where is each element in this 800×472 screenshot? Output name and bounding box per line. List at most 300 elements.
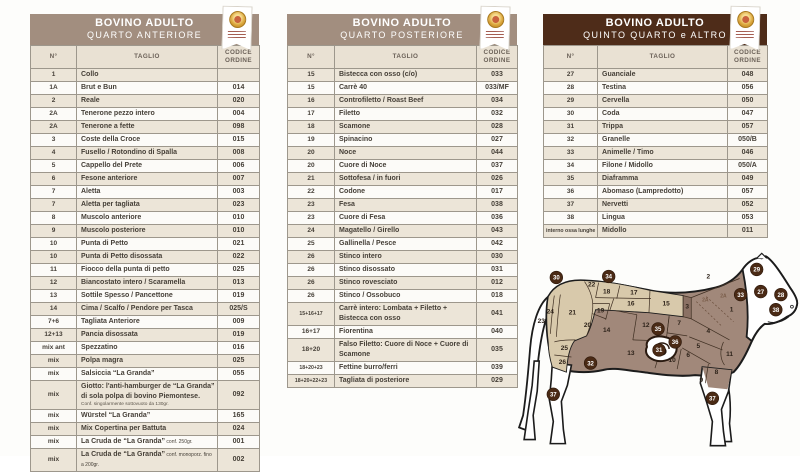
table-cell: 31 [544,121,598,134]
table-cell: 21 [288,173,335,186]
table-cell: 048 [728,69,768,82]
table-cell: 009 [218,316,260,329]
table-row [288,186,518,199]
table-row [288,95,518,108]
table-cell: 18+20+22+23 [288,375,335,388]
table-cell: Controfiletto / Roast Beef [335,95,477,108]
beef-cuts-diagram [508,252,800,454]
svg-text:27: 27 [757,289,765,296]
table-row [544,82,768,95]
table-cell: Spezzatino [77,342,218,355]
table-cell: 23 [288,212,335,225]
table-cell: Muscolo anteriore [77,212,218,225]
table-cell: Polpa magra [77,355,218,368]
table-row [544,134,768,147]
table-row [31,212,260,225]
table-cell: Biancostato intero / Scaramella [77,277,218,290]
table-cell: Fettine burro/ferri [335,362,477,375]
table-row [288,199,518,212]
table-cell: 033/MF [477,82,518,95]
table-cell: 016 [218,342,260,355]
table-cell: 023 [218,199,260,212]
table-row [31,423,260,436]
table-cell: Mix Copertina per Battuta [77,423,218,436]
table-cell: 006 [218,160,260,173]
table-cell: 022 [218,251,260,264]
table-cell: 035 [477,339,518,362]
slow-food-emblem-icon [737,11,754,28]
table-cell: 018 [477,290,518,303]
slow-food-badge [729,6,760,51]
table-cell: Carrè 40 [335,82,477,95]
region-label: 18 [603,288,611,296]
table-cell: 10 [31,238,77,251]
table-row [31,342,260,355]
table-cell: 16 [288,95,335,108]
table-row [544,108,768,121]
table-quinto-quarto [543,14,767,238]
table-cell: 2A [31,108,77,121]
table-cell: 098 [218,121,260,134]
region-label: 7 [677,319,681,327]
table-cell: 35 [544,173,598,186]
table-cell: Fesa [335,199,477,212]
table-cell: 092 [218,381,260,410]
table-cell: Nervetti [598,199,728,212]
column-header: N° [31,46,77,69]
table-cell: 050/A [728,160,768,173]
table-cell: 049 [728,173,768,186]
svg-text:31: 31 [655,348,663,355]
table-cell: 002 [218,449,260,472]
table-cell: 057 [728,186,768,199]
table-cell: 027 [477,134,518,147]
table-cell: 046 [728,147,768,160]
table-cell: Cuore di Fesa [335,212,477,225]
table-cell: 17 [288,108,335,121]
table-cell: 019 [218,329,260,342]
table-cell: Tagliata di posteriore [335,375,477,388]
table-cell: 003 [218,186,260,199]
table-cell: 33 [544,147,598,160]
table-cell: Fiocco della punta di petto [77,264,218,277]
table-cell: La Cruda de “La Granda” conf. 250gr. [77,436,218,449]
svg-text:36: 36 [671,340,679,347]
table-cell: 29 [544,95,598,108]
table-cell: 050 [728,95,768,108]
table-title: BOVINO ADULTO [95,17,194,29]
table-cell: Tenerone a fette [77,121,218,134]
table-cell: 017 [477,186,518,199]
table-row [288,134,518,147]
table-cell: 050/B [728,134,768,147]
table-row [31,316,260,329]
offal-marker [775,288,788,301]
offal-marker [653,344,666,357]
svg-text:33: 33 [737,292,744,299]
table-cell: 9 [31,225,77,238]
table-cell: Noce [335,147,477,160]
table-cell: 011 [728,225,768,238]
svg-text:37: 37 [549,392,557,399]
cuts-table [30,45,260,472]
table-cell: 039 [477,362,518,375]
table-row [288,147,518,160]
table-cell: Stinco disossato [335,264,477,277]
table-cell: 015 [218,134,260,147]
table-cell: Reale [77,95,218,108]
table-cell: 040 [477,326,518,339]
table-cell: 057 [728,121,768,134]
table-cell: 1A [31,82,77,95]
table-cell: 165 [218,410,260,423]
table-cell: 8 [31,212,77,225]
table-subtitle: QUINTO QUARTO e ALTRO [583,30,727,40]
svg-text:30: 30 [552,275,560,282]
table-row [288,326,518,339]
dashed-region-label: 2A [702,297,709,304]
region-label: 22 [587,281,596,289]
region-label: 12 [642,321,650,329]
table-cell: Cima / Scalfo / Pendore per Tasca [77,303,218,316]
table-cell: Filone / Midollo [598,160,728,173]
table-row [31,238,260,251]
table-cell: 26 [288,264,335,277]
table-cell: 021 [218,238,260,251]
table-cell: 11 [31,264,77,277]
svg-text:38: 38 [772,307,780,314]
table-cell: Fiorentina [335,326,477,339]
table-cell: Coste della Croce [77,134,218,147]
table-row [288,225,518,238]
region-label: 9 [699,377,704,385]
table-cell: 019 [218,290,260,303]
table-cell: Collo [77,69,218,82]
table-row [31,147,260,160]
table-cell: 12+13 [31,329,77,342]
table-cell: 13 [31,290,77,303]
region-label: 1 [729,306,734,314]
svg-text:34: 34 [605,274,613,281]
table-cell: Granelle [598,134,728,147]
table-cell: 36 [544,186,598,199]
table-row [31,225,260,238]
table-cell: 004 [218,108,260,121]
table-row [31,277,260,290]
table-cell: Aletta per tagliata [77,199,218,212]
table-cell: 2A [31,121,77,134]
table-cell: Stinco / Ossobuco [335,290,477,303]
table-cell: 001 [218,436,260,449]
table-row [31,251,260,264]
table-cell: 19 [288,134,335,147]
table-cell: 024 [218,423,260,436]
region-label: 2 [706,273,711,281]
table-cell: 2 [31,95,77,108]
table-cell: 014 [218,82,260,95]
table-cell: 20 [288,160,335,173]
table-cell: 020 [218,95,260,108]
table-cell: 14 [31,303,77,316]
table-cell: 044 [477,147,518,160]
table-cell: 18 [288,121,335,134]
table-cell: Magatello / Girello [335,225,477,238]
table-row [31,355,260,368]
table-cell: 029 [477,375,518,388]
table-cell: 20 [288,147,335,160]
table-cell: 010 [218,225,260,238]
table-cell: 26 [288,277,335,290]
table-row [31,69,260,82]
table-cell: 24 [288,225,335,238]
table-cell: Lingua [598,212,728,225]
svg-text:35: 35 [654,327,662,334]
table-cell: 30 [544,108,598,121]
table-row [544,69,768,82]
region-label: 4 [706,327,711,335]
table-cell: 028 [477,121,518,134]
table-cell: 12 [31,277,77,290]
table-cell: 041 [477,303,518,326]
table-cell: Scamone [335,121,477,134]
offal-marker [602,270,615,283]
table-cell: 23 [288,199,335,212]
region-label: 10 [668,357,676,365]
table-cell: Giotto: l'anti-hamburger de “La Granda” di sola polpa di bovino Piemontese. Conf. singolarmente sottovuoto da 130gr. [77,381,218,410]
badge-caption-lines [736,31,754,38]
table-cell: Midollo [598,225,728,238]
offal-marker [706,392,719,405]
table-row [288,375,518,388]
table-cell: Tenerone pezzo intero [77,108,218,121]
table-cell: Codone [335,186,477,199]
cow-diagram-svg [508,252,800,454]
table-cell: 34 [544,160,598,173]
table-cell: Pancia disossata [77,329,218,342]
table-row [288,238,518,251]
table-row [288,362,518,375]
table-row [31,95,260,108]
table-cell: 7+6 [31,316,77,329]
region-label: 16 [627,300,635,308]
table-cell: 7 [31,199,77,212]
table-cell: 15+16+17 [288,303,335,326]
offal-marker [547,388,560,401]
region-label: 25 [560,344,569,352]
table-cell: 034 [477,95,518,108]
column-header: N° [288,46,335,69]
table-row [31,381,260,410]
svg-text:29: 29 [753,267,761,274]
region-label: 24 [546,308,554,316]
region-label: 20 [583,321,592,329]
table-row [31,290,260,303]
table-cell [218,69,260,82]
table-cell: Filetto [335,108,477,121]
table-cell: 32 [544,134,598,147]
table-row [544,199,768,212]
table-cell: 033 [477,69,518,82]
slow-food-emblem-icon [229,11,246,28]
table-row [288,290,518,303]
table-cell: 013 [218,277,260,290]
badge-caption-lines [486,31,504,38]
svg-text:28: 28 [777,292,785,299]
table-cell: 025 [218,264,260,277]
table-cell: 15 [288,69,335,82]
table-cell: 007 [218,173,260,186]
table-cell: 7 [31,186,77,199]
slow-food-emblem-icon [487,11,504,28]
table-cell: Sottile Spesso / Pancettone [77,290,218,303]
table-subtitle: QUARTO POSTERIORE [340,30,464,40]
table-cell: 031 [477,264,518,277]
region-label: 19 [597,307,605,315]
table-cell: 26 [288,251,335,264]
column-header: N° [544,46,598,69]
column-header: TAGLIO [598,46,728,69]
offal-marker [750,263,763,276]
table-cell: Tagliata Anteriore [77,316,218,329]
table-cell: Cuore di Noce [335,160,477,173]
table-cell: Fesone anteriore [77,173,218,186]
table-cell: 053 [728,212,768,225]
table-cell: Muscolo posteriore [77,225,218,238]
dashed-region-label: 2A [720,293,727,300]
table-row [288,264,518,277]
region-label: 23 [537,317,545,325]
table-cell: Punta di Petto [77,238,218,251]
offal-marker [754,285,767,298]
table-cell: Würstel “La Granda” [77,410,218,423]
table-row [544,95,768,108]
table-cell: 3 [31,134,77,147]
table-cell: 008 [218,147,260,160]
table-cell: mix [31,410,77,423]
table-row [288,303,518,326]
region-label: 6 [686,352,691,360]
table-cell: 012 [477,277,518,290]
table-cell: 055 [218,368,260,381]
column-header: TAGLIO [335,46,477,69]
table-cell: Trippa [598,121,728,134]
table-cell: 056 [728,82,768,95]
table-cell: Testina [598,82,728,95]
offal-marker [550,271,563,284]
table-cell: 25 [288,238,335,251]
table-title: BOVINO ADULTO [605,17,705,29]
offal-marker [769,303,782,316]
table-cell: 026 [477,173,518,186]
table-row [31,82,260,95]
table-cell: Sottofesa / in fuori [335,173,477,186]
region-label: 3 [685,303,690,311]
table-cell: 5 [31,160,77,173]
region-label: 26 [558,359,567,367]
offal-marker [669,336,682,349]
table-cell: 22 [288,186,335,199]
badge-caption-lines [228,31,246,38]
table-cell: Stinco rovesciato [335,277,477,290]
column-header: TAGLIO [77,46,218,69]
table-cell: mix [31,381,77,410]
table-cell: Cervella [598,95,728,108]
table-row [288,108,518,121]
table-cell: 047 [728,108,768,121]
region-label: 13 [627,350,635,358]
table-cell: 28 [544,82,598,95]
region-label: 17 [630,289,638,297]
slow-food-badge [479,6,510,51]
table-row [31,173,260,186]
table-row [31,410,260,423]
table-row [31,368,260,381]
table-cell: 038 [477,199,518,212]
table-cell: 15 [288,82,335,95]
table-cell: 38 [544,212,598,225]
table-row [31,436,260,449]
table-cell: 032 [477,108,518,121]
table-row [544,160,768,173]
region-label: 21 [568,309,577,317]
table-cell: Salsiccia “La Granda” [77,368,218,381]
table-cell: 037 [477,160,518,173]
slow-food-badge [221,6,252,51]
table-cell: 18+20 [288,339,335,362]
table-cell: 010 [218,212,260,225]
table-row [544,186,768,199]
table-cell: Cappello del Prete [77,160,218,173]
table-cell: Spinacino [335,134,477,147]
table-cell: 052 [728,199,768,212]
table-row [31,134,260,147]
table-cell: Brut e Bun [77,82,218,95]
table-row [544,212,768,225]
cow-rear-near-leg [549,363,571,444]
table-cell: 036 [477,212,518,225]
table-quarto-anteriore [30,14,259,472]
table-cell: 10 [31,251,77,264]
table-cell: Punta di Petto disossata [77,251,218,264]
table-cell: 025 [218,355,260,368]
region-label: 5 [696,342,701,350]
table-row [31,108,260,121]
table-row [544,147,768,160]
table-cell: Fusello / Rotondino di Spalla [77,147,218,160]
table-row [544,225,768,238]
table-cell: mix [31,423,77,436]
table-cell: mix [31,449,77,472]
region-label: 15 [662,300,670,308]
table-title: BOVINO ADULTO [352,17,452,29]
table-cell: Falso Filetto: Cuore di Noce + Cuore di Scamone [335,339,477,362]
table-cell: La Cruda de “La Granda” conf. monoporz. fino a 200gr. [77,449,218,472]
svg-text:32: 32 [587,361,594,368]
table-quarto-posteriore [287,14,517,388]
table-row [544,173,768,186]
table-row [288,173,518,186]
table-cell: 27 [544,69,598,82]
column-header: CODICE ORDINE [218,46,260,69]
table-cell: 1 [31,69,77,82]
offal-marker [734,288,747,301]
table-cell: 18+20+23 [288,362,335,375]
table-cell: 043 [477,225,518,238]
table-cell: 042 [477,238,518,251]
column-header: CODICE ORDINE [477,46,518,69]
table-cell: Stinco intero [335,251,477,264]
table-cell: mix ant [31,342,77,355]
